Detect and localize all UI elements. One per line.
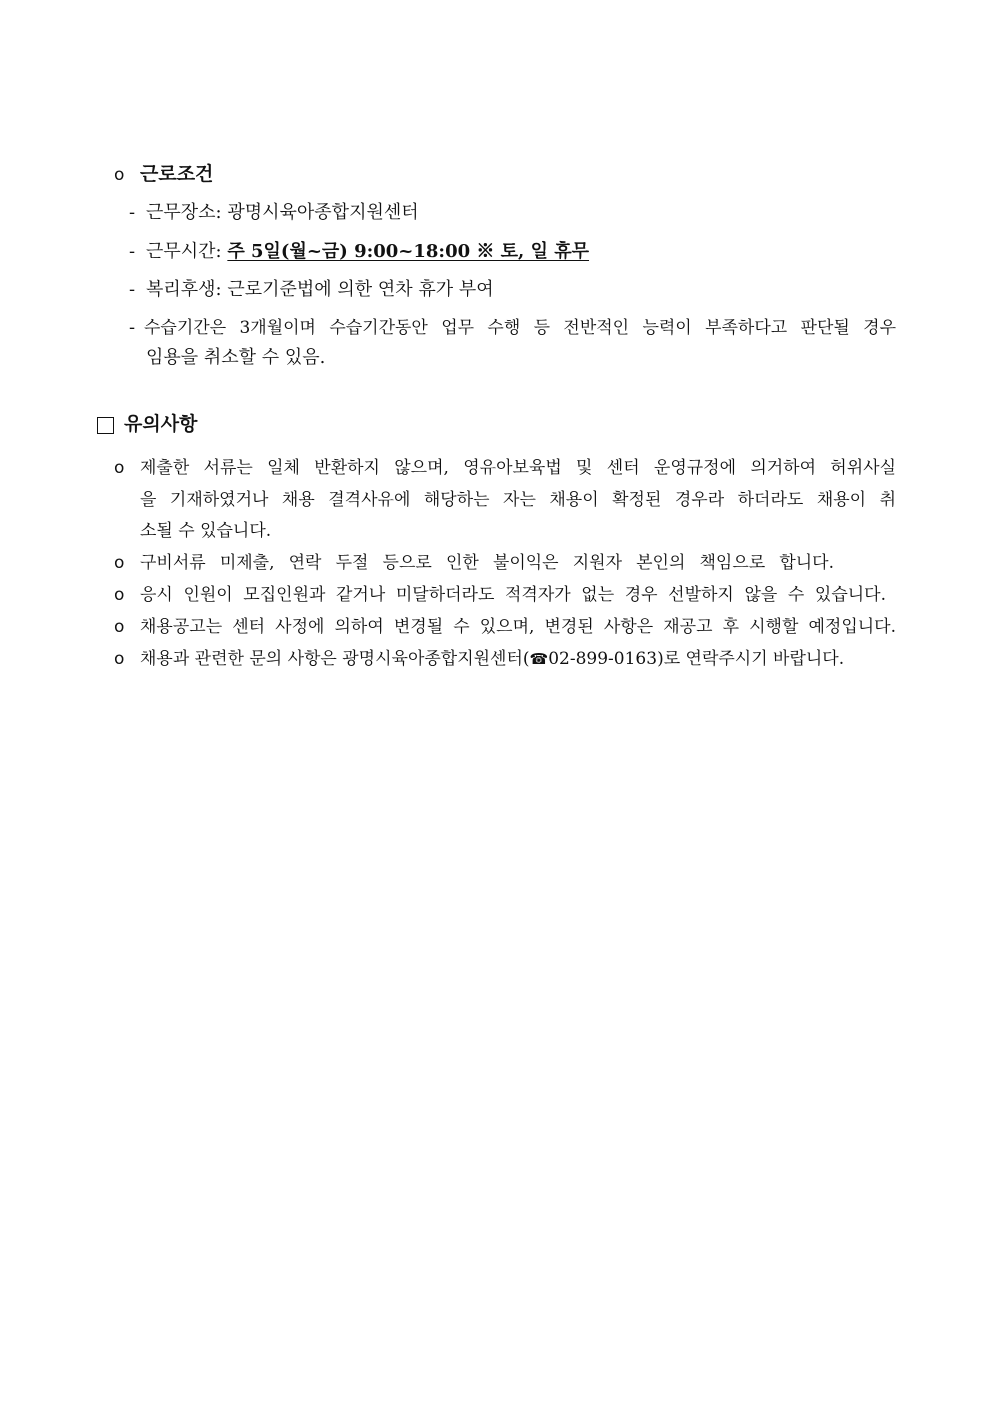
- bullet-marker: o: [114, 585, 125, 605]
- workplace-item: [146, 201, 419, 225]
- probation-line-2: 임용을 취소할 수 있음.: [146, 347, 326, 368]
- bullet-marker: o: [114, 649, 125, 669]
- work-conditions-heading: 근로조건: [140, 163, 214, 185]
- section-checkbox-icon: [97, 417, 114, 434]
- bullet-marker: o: [114, 165, 125, 185]
- dash-marker: -: [129, 241, 136, 262]
- bullet-marker: o: [114, 553, 125, 573]
- notes-item-1-line-1: 제출한 서류는 일체 반환하지 않으며, 영유아보육법 및 센터 운영규정에 의거하여 허위사실: [140, 458, 896, 478]
- notes-heading: 유의사항: [124, 413, 198, 435]
- notes-item-2: 구비서류 미제출, 연락 두절 등으로 인한 불이익은 지원자 본인의 책임으로 합니다.: [140, 553, 834, 573]
- work-hours-item: [146, 240, 589, 264]
- phone-icon: ☎: [529, 650, 549, 668]
- bullet-marker: o: [114, 458, 125, 478]
- notes-item-3: 응시 인원이 모집인원과 같거나 미달하더라도 적격자가 없는 경우 선발하지 않을 수 있습니다.: [140, 585, 886, 605]
- dash-marker: -: [129, 279, 136, 300]
- workplace-value: 광명시육아종합지원센터: [227, 202, 419, 223]
- bullet-marker: o: [114, 617, 125, 637]
- work-hours-label: 근무시간:: [146, 241, 222, 262]
- dash-marker: -: [129, 317, 136, 338]
- notes-item-1-line-3: 소될 수 있습니다.: [140, 521, 272, 541]
- contact-phone-number: 02-899-0163: [548, 649, 658, 669]
- notes-item-5-suffix: )로 연락주시기 바랍니다.: [657, 649, 845, 669]
- work-hours-value: 주 5일(월~금) 9:00~18:00 ※ 토, 일 휴무: [227, 241, 590, 262]
- welfare-label: 복리후생:: [146, 279, 222, 300]
- notes-item-5-prefix: 채용과 관련한 문의 사항은 광명시육아종합지원센터(: [140, 649, 530, 669]
- workplace-label: 근무장소:: [146, 202, 222, 223]
- dash-marker: -: [129, 202, 136, 223]
- welfare-item: [146, 278, 494, 302]
- probation-line-1: 수습기간은 3개월이며 수습기간동안 업무 수행 등 전반적인 능력이 부족하다고 판단될 경우: [144, 318, 896, 338]
- notes-item-1-line-2: 을 기재하였거나 채용 결격사유에 해당하는 자는 채용이 확정된 경우라 하더라도 채용이 취: [140, 490, 896, 510]
- notes-item-5: [140, 647, 844, 671]
- notes-item-4: 채용공고는 센터 사정에 의하여 변경될 수 있으며, 변경된 사항은 재공고 후 시행할 예정입니다.: [140, 617, 896, 637]
- welfare-value: 근로기준법에 의한 연차 휴가 부여: [227, 279, 494, 300]
